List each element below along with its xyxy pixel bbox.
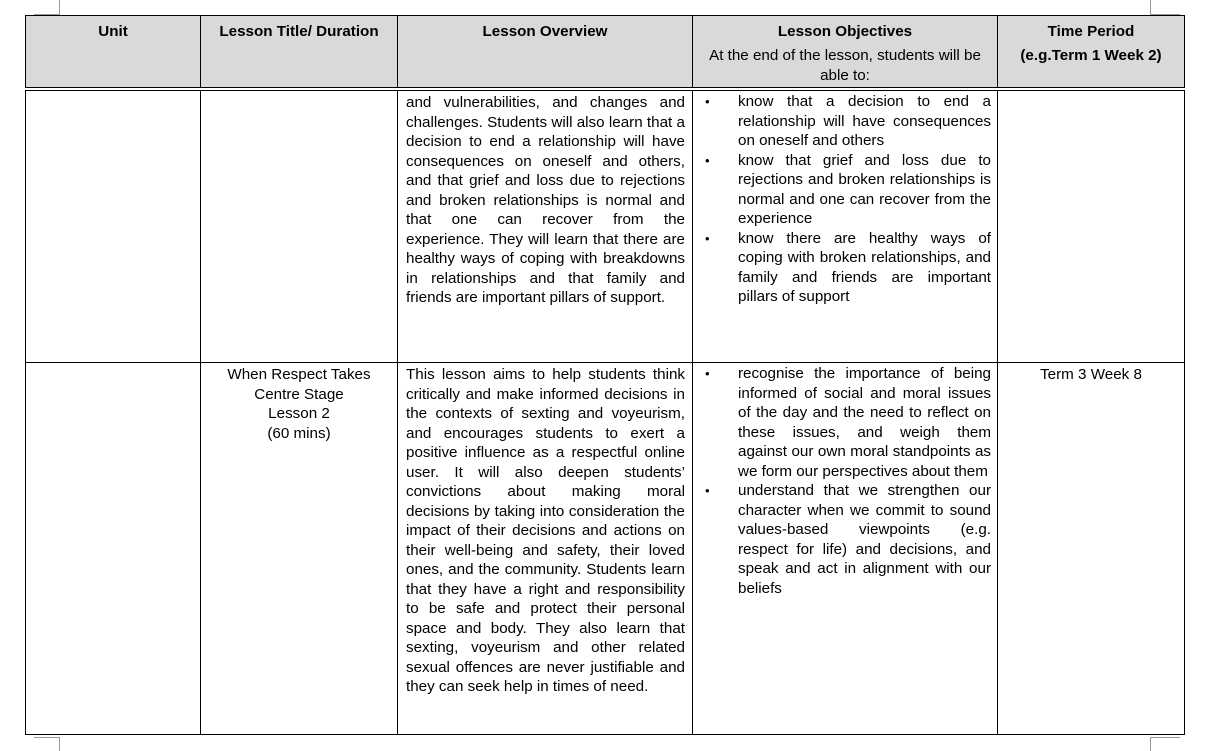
objective-item	[693, 151, 991, 229]
time-period-cell	[998, 91, 1185, 363]
bullet-icon: •	[705, 94, 710, 109]
lesson-title-cell	[201, 363, 398, 735]
bullet-icon: •	[705, 483, 710, 498]
lesson-objectives-cell	[693, 363, 998, 735]
lesson-overview-cell	[398, 363, 693, 735]
objective-text: know there are healthy ways of coping with broken relationships, and family and friends are important pillars of support	[738, 229, 991, 305]
header-lesson-objectives-sublabel: At the end of the lesson, students will be able to:	[709, 46, 981, 84]
bullet-icon: •	[705, 230, 710, 246]
crop-mark-bottom-right-vertical	[1150, 737, 1151, 751]
header-time-period-label: Time Period	[1047, 23, 1135, 40]
lesson-number: Lesson 2	[268, 405, 330, 422]
objective-item	[693, 92, 991, 151]
table-header-row	[26, 16, 1185, 88]
lesson-overview-cell	[398, 91, 693, 363]
objective-text: know that grief and loss due to rejections and broken relationships is normal and one can recover from the experience	[738, 151, 991, 227]
bullet-icon: •	[705, 366, 710, 381]
crop-mark-bottom-left	[34, 737, 60, 738]
objective-text: know that a decision to end a relationship will have consequences on oneself and others	[738, 93, 991, 149]
crop-mark-top-left-vertical	[59, 0, 60, 14]
lesson-overview-text: and vulnerabilities, and changes and challenges. Students will also learn that a decision to end a relationship will have consequences on oneself and others, and that grief and loss due to rejections and broken relationships is normal and that one can recover from the experience. They will learn that there are healthy ways of coping with breakdowns in relationships and that family and friends are important pillars of support.	[406, 94, 685, 306]
lesson-plan-table	[25, 15, 1185, 735]
header-unit	[26, 16, 201, 88]
header-unit-label: Unit	[98, 23, 128, 40]
header-time-period-example: (e.g.Term 1 Week 2)	[1020, 46, 1162, 64]
lesson-duration: (60 mins)	[267, 424, 331, 442]
header-lesson-overview-label: Lesson Overview	[482, 23, 608, 40]
unit-cell	[26, 91, 201, 363]
lesson-title-cell	[201, 91, 398, 363]
objective-text: recognise the importance of being informed of social and moral issues of the day and the need to reflect on these issues, and weigh them against our own moral standpoints as we form our perspectives about them	[738, 365, 991, 480]
header-time-period	[998, 16, 1185, 88]
objective-item	[693, 229, 991, 307]
lesson-objectives-cell	[693, 91, 998, 363]
objective-item	[693, 364, 991, 481]
objective-item	[693, 481, 991, 598]
crop-mark-bottom-right	[1150, 737, 1180, 738]
objective-text: understand that we strengthen our character when we commit to sound values-based viewpoints (e.g. respect for life) and decisions, and speak and act in alignment with our beliefs	[738, 482, 991, 597]
table-row	[26, 363, 1185, 735]
crop-mark-top-right-vertical	[1150, 0, 1151, 14]
lesson-title-line: Centre Stage	[254, 385, 344, 403]
header-lesson-objectives	[693, 16, 998, 88]
lesson-overview-text: This lesson aims to help students think critically and make informed decisions in the contexts of sexting and voyeurism, and encourages students to exert a positive influence as a respectful online user. It will also deepen students’ convictions about making moral decisions by taking into consideration the impact of their decisions and actions on their well-being and safety, their loved ones, and the community. Students learn that they have a right and responsibility to be safe and protect their personal space and body. They also learn that sexting, voyeurism and other related sexual offences are never justifiable and they can seek help in times of need.	[406, 366, 685, 695]
header-lesson-objectives-label: Lesson Objectives	[777, 23, 913, 40]
header-lesson-title-label: Lesson Title/ Duration	[219, 23, 379, 40]
table-row	[26, 91, 1185, 363]
time-period-cell	[998, 363, 1185, 735]
time-period-text: Term 3 Week 8	[1040, 366, 1142, 383]
crop-mark-bottom-left-vertical	[59, 737, 60, 751]
unit-cell	[26, 363, 201, 735]
objectives-list	[693, 363, 997, 598]
lesson-title-line: When Respect Takes	[227, 366, 371, 383]
header-lesson-title	[201, 16, 398, 88]
header-lesson-overview	[398, 16, 693, 88]
objectives-list	[693, 91, 997, 307]
bullet-icon: •	[705, 152, 710, 168]
